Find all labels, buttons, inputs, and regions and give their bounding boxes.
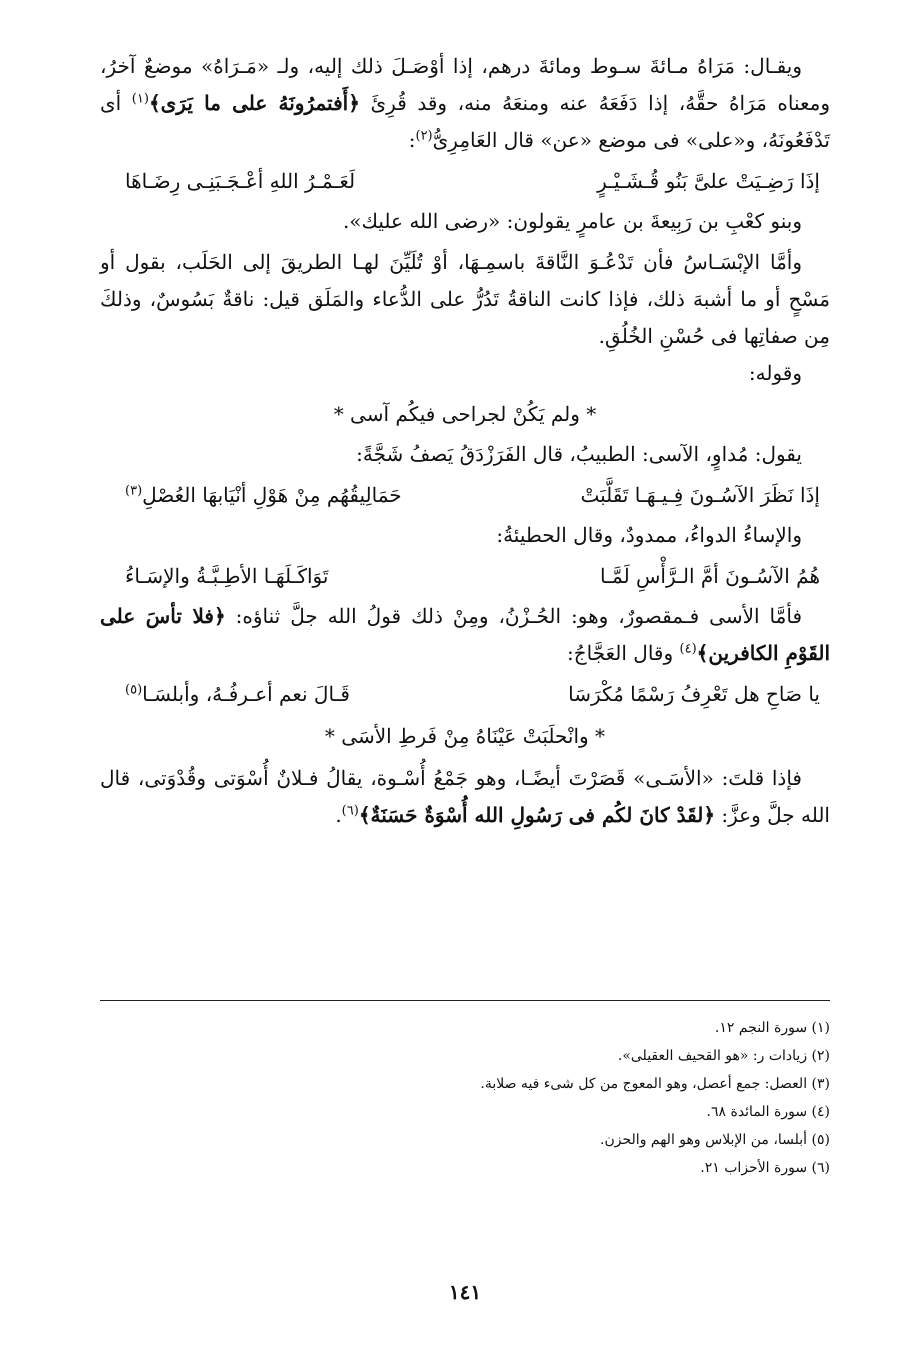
footnote-ref-5[interactable]: (٥) xyxy=(125,682,143,698)
paragraph-1 xyxy=(100,48,830,159)
paragraph-6: والإساءُ الدواءُ، ممدودٌ، وقال الحطيئةُ: xyxy=(496,523,802,547)
verse-4-second-hemistich-text: قَـالَ نعم أعـرفُـهُ، وأبلسَـا xyxy=(142,682,350,706)
verse-3-first-hemistich: هُمُ الآسُـونَ أمَّ الـرَّأْسِ لَمَّـا xyxy=(600,564,820,588)
paragraph-8-text-b: . xyxy=(335,803,342,827)
verse-2-second-hemistich-text: حَمَالِيقُهُم مِنْ هَوْلِ أنْيَابهَا العُصْلِ xyxy=(142,483,402,507)
paragraph-3: وأمَّا الإبْسَـاسُ فأن تَدْعُـوَ النَّاقةَ باسمِـهَا، أوْ تُلَيِّنَ لهـا الطريقَ إلى الحَلَب، بقول أو مَسْحٍ أو ما أشبهَ ذلك، فإذا كانت الناقةُ تَدُرُّ على الدُّعاء والمَلَق قيل: ناقةٌ بَسُوسٌ، وذلكَ مِن صفاتِها فى حُسْنِ الخُلُقِ. xyxy=(100,250,830,348)
footnote-separator xyxy=(100,1000,830,1002)
footnote-5: (٥) أبلسا، من الإبلاس وهو الهم والحزن. xyxy=(600,1132,830,1148)
paragraph-7-text-b: وقال العَجَّاجُ: xyxy=(567,641,680,665)
footnote-ref-1[interactable]: (١) xyxy=(131,91,149,107)
quran-quote-2: ﴿فلا تأسَ على القَوْمِ الكافرين﴾ xyxy=(100,604,830,665)
paragraph-8-text-a: فإذا قلتَ: «الأسَـى» قَصَرْتَ أيضًـا، وهو جَمْعُ أُسْـوة، يقالُ فـلانٌ أُسْوَتى وقُدْوَتى، قال الله جلَّ وعزَّ: xyxy=(100,766,830,827)
centered-verse-2: * وانْحلَبَتْ عَيْنَاهُ مِنْ فَرطِ الأسَى * xyxy=(324,724,606,748)
verse-2-first-hemistich: إذَا نَظَرَ الآسُـونَ فِـيـهَـا تَقَلَّبَتْ xyxy=(580,483,820,507)
paragraph-1-text-b: أى تَدْفَعُونَهُ، و«على» فى موضع «عن» قال العَامِرِىُّ xyxy=(100,91,830,152)
footnote-separator-line xyxy=(100,1000,830,1001)
verse-4-second-hemistich xyxy=(125,674,350,714)
footnote-ref-4[interactable]: (٤) xyxy=(679,641,697,657)
footnote-ref-2[interactable]: (٢) xyxy=(415,128,433,144)
page-body xyxy=(100,48,830,1308)
footnote-4: (٤) سورة المائدة ٦٨. xyxy=(706,1104,830,1120)
paragraph-4: وقوله: xyxy=(748,361,802,385)
paragraph-1-text-a: ويقـال: مَرَاهُ مـائةَ سـوط ومائةَ درهم، إذا أوْصَـلَ ذلك إليه، ولـ «مَـرَاهُ» موضعٌ آخرُ، ومعناه مَرَاهُ حقَّهُ، إذا دَفَعَهُ عنه ومنعَهُ منه، وقد قُرِئَ xyxy=(100,54,830,115)
paragraph-5: يقول: مُداوٍ، الآسى: الطبيبُ، قال الفَرَزْدَقُ يَصفُ شَجَّةً: xyxy=(356,442,802,466)
paragraph-1-text-c: : xyxy=(408,128,416,152)
footnote-1: (١) سورة النجم ١٢. xyxy=(714,1020,830,1036)
paragraph-8 xyxy=(100,760,830,834)
footnote-list xyxy=(100,1014,830,1182)
verse-1-first-hemistich: إذَا رَضِـيَتْ علىَّ بَنُو قُـشَـيْـرٍ xyxy=(597,169,820,193)
footnote-2: (٢) زيادات ر: «هو القحيف العقيلى». xyxy=(617,1048,830,1064)
quran-quote-3: ﴿لقَدْ كانَ لكُم فى رَسُولِ الله أُسْوَةٌ حَسَنَةٌ﴾ xyxy=(358,803,716,827)
footnote-ref-3[interactable]: (٣) xyxy=(125,483,143,499)
verse-2 xyxy=(100,475,830,515)
footnotes xyxy=(100,1014,830,1182)
paragraph-7 xyxy=(100,598,830,672)
footnote-ref-6[interactable]: (٦) xyxy=(341,803,359,819)
verse-4-first-hemistich: يا صَاحِ هل تَعْرِفُ رَسْمًا مُكْرَسَا xyxy=(568,682,820,706)
verse-2-second-hemistich xyxy=(125,475,402,515)
verse-1-second-hemistich: لَعَـمْـرُ اللهِ أعْـجَـبَنِـى رِضَـاهَا xyxy=(125,169,356,193)
verse-3-second-hemistich: تَوَاكَـلَهَـا الأطِـبَّـةُ والإسَـاءُ xyxy=(125,564,329,588)
page-number: ١٤١ xyxy=(448,1280,482,1304)
paragraph-2: وبنو كعْبِ بن رَبِيعةَ بن عامرٍ يقولون: «رضى الله عليك». xyxy=(342,209,802,233)
verse-4 xyxy=(100,674,830,714)
footnote-6: (٦) سورة الأحزاب ٢١. xyxy=(700,1160,830,1176)
verse-3 xyxy=(100,556,830,596)
quran-quote-1: ﴿أَفتمرُونَهُ على ما يَرَى﴾ xyxy=(148,91,360,115)
verse-1 xyxy=(100,161,830,201)
footnote-3: (٣) العصل: جمع أعصل، وهو المعوج من كل شىء فيه صلابة. xyxy=(480,1076,830,1092)
paragraph-7-text-a: فأمَّا الأسى فـمقصورٌ، وهو: الحُـزْنُ، ومِنْ ذلك قولُ الله جلَّ ثناؤه: xyxy=(225,604,803,628)
centered-verse-1: * ولم يَكُنْ لجراحى فيكُم آسى * xyxy=(333,402,597,426)
